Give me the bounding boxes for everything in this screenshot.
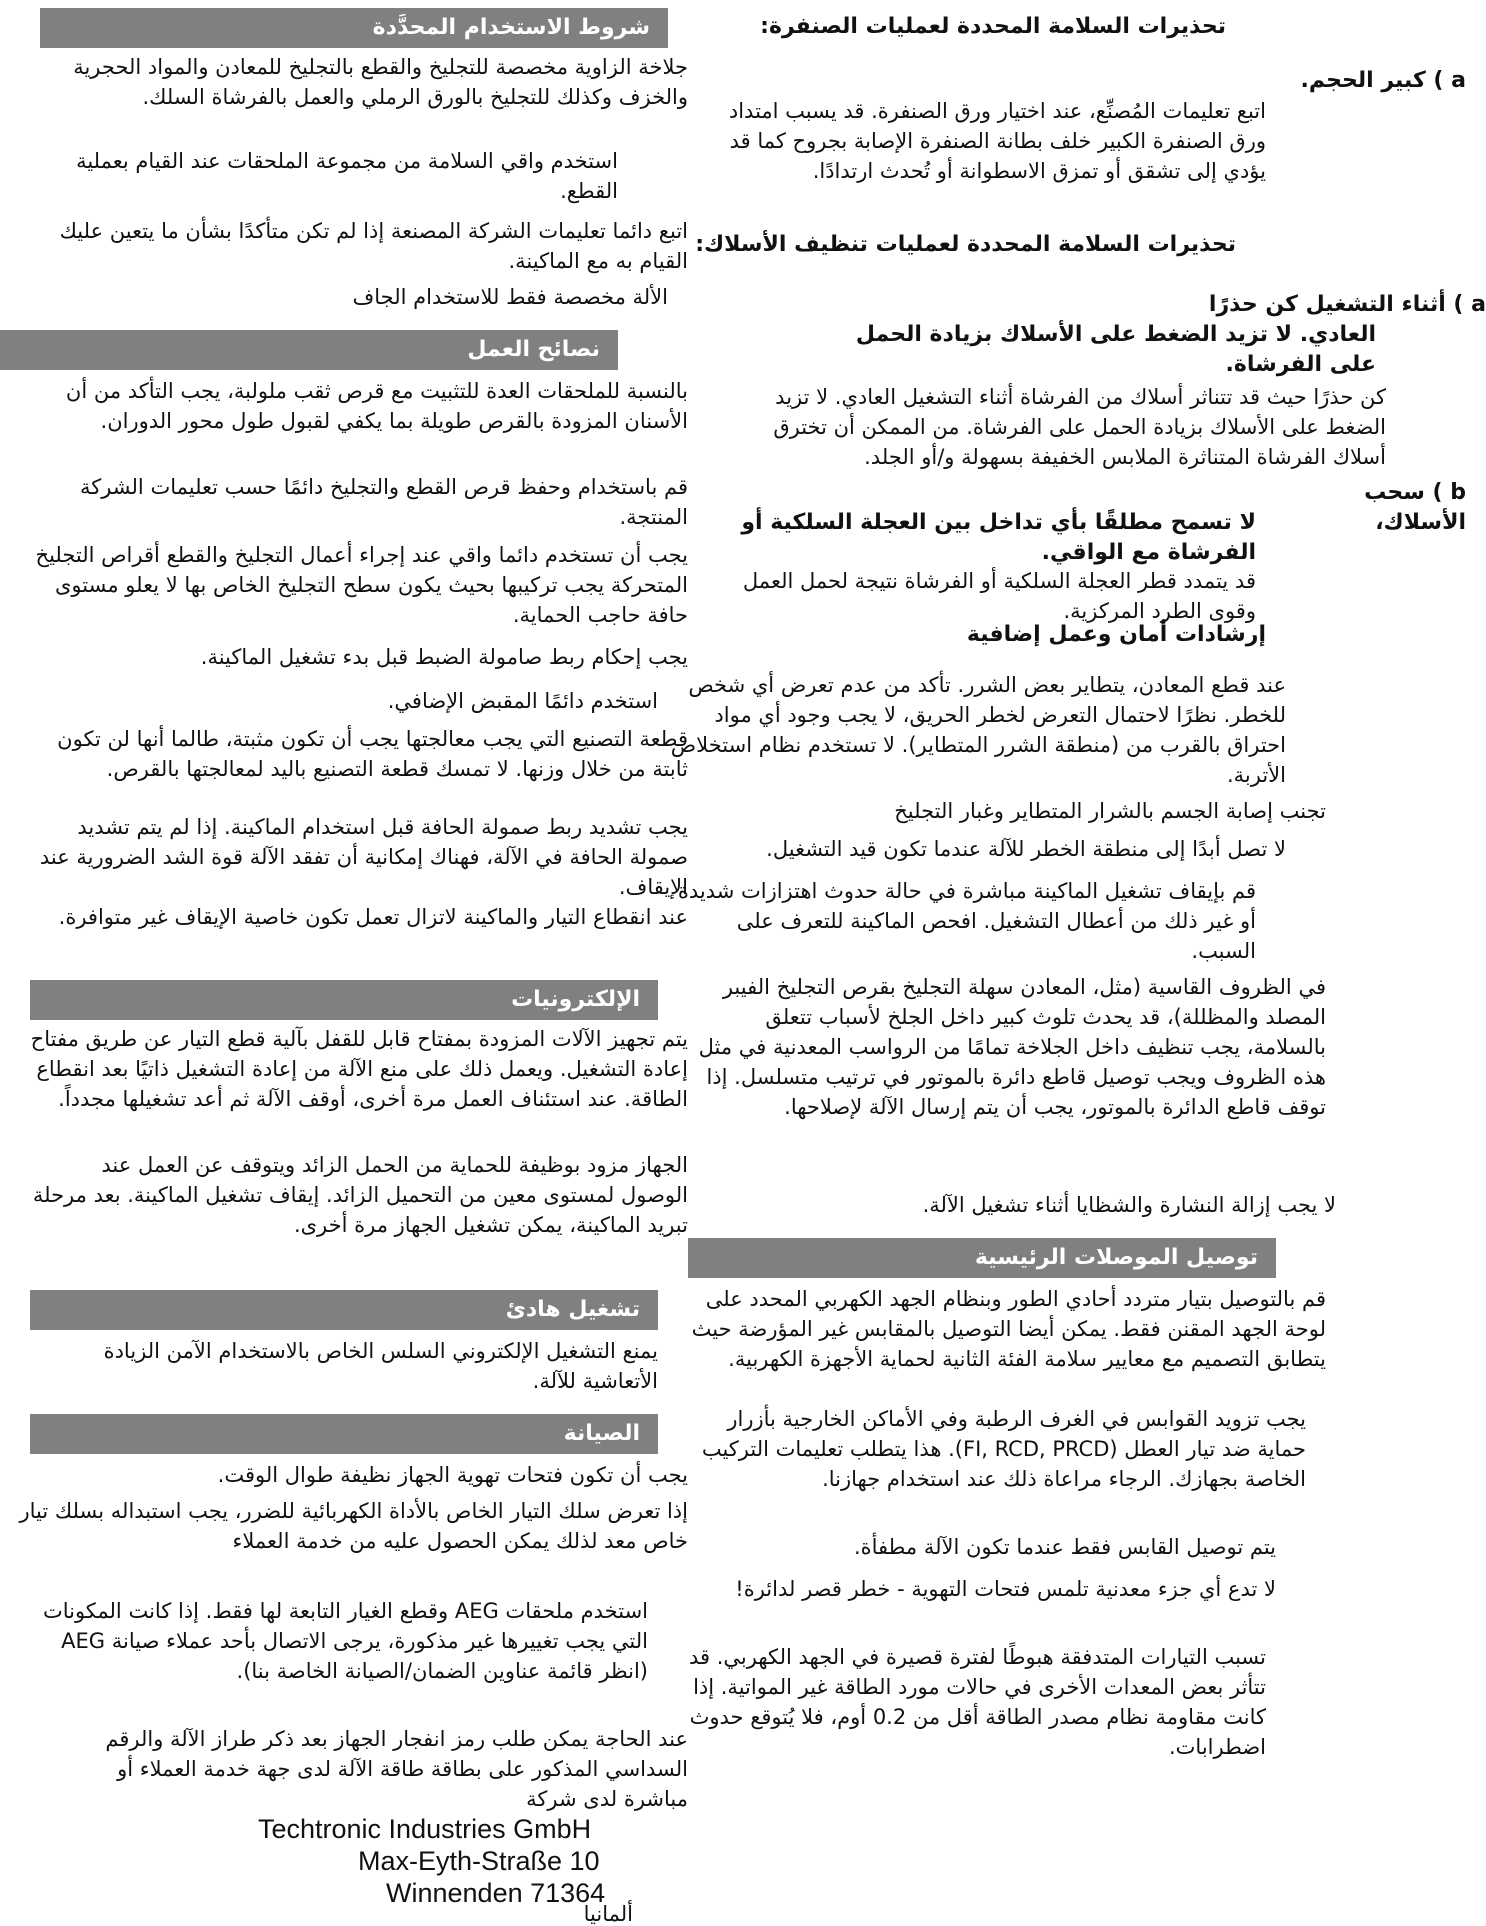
electronics-header: الإلكترونيات [30, 980, 658, 1020]
tips-para-3: يجب أن تستخدم دائما واقي عند إجراء أعمال التجليخ والقطع أقراص التجليخ المتحركة يجب تركيبها بحيث يكون سطح التجليخ الخاص بها لا يعلو مستوى حافة حاجب الحماية. [35, 543, 688, 627]
mains-para-4: لا تدع أي جزء معدنية تلمس فتحات التهوية - خطر قصر لدائرة! [735, 1577, 1276, 1601]
sanding-warnings-heading: تحذيرات السلامة المحددة لعمليات الصنفرة: [760, 14, 1226, 39]
maintenance-para-2: إذا تعرض سلك التيار الخاص بالأداة الكهربائية للضرر، يجب استبداله بسلك تيار خاص معد لذلك يمكن الحصول عليه من خدمة العملاء [19, 1499, 688, 1553]
mains-para-1: قم بالتوصيل بتيار متردد أحادي الطور وبنظام الجهد الكهربي المحدد على لوحة الجهد المقنن فقط. يمكن أيضا التوصيل بالمقابس غير المؤرضة حيث يتطابق التصميم مع معايير سلامة الفئة الثانية لحماية الأجهزة الكهربية. [691, 1287, 1326, 1371]
quiet-run-para: يمنع التشغيل الإلكتروني السلس الخاص بالاستخدام الآمن الزيادة الأتعاشية للآلة. [103, 1339, 658, 1393]
electronics-para-1: يتم تجهيز الآلات المزودة بمفتاح قابل للقفل بآلية قطع التيار عن طريق مفتاح إعادة التشغيل. ويعمل ذلك على منع الآلة من إعادة التشغيل ذاتيًا بعد انقطاع الطاقة. عند استئناف العمل مرة أخرى، أوقف الآلة ثم أعد تشغيلها مجدداً. [30, 1027, 688, 1111]
maintenance-para-1: يجب أن تكون فتحات تهوية الجهاز نظيفة طوال الوقت. [217, 1463, 688, 1487]
conditions-header: شروط الاستخدام المحدَّدة [40, 8, 668, 48]
mains-para-3: يتم توصيل القابس فقط عندما تكون الآلة مطفأة. [853, 1535, 1276, 1559]
company-name: Techtronic Industries GmbH [258, 1814, 592, 1844]
conditions-para-3: اتبع دائما تعليمات الشركة المصنعة إذا لم تكن متأكدًا بشأن ما يتعين عليك القيام به مع الماكينة. [59, 219, 688, 273]
wire-item-a-bold: العادي. لا تزيد الضغط على الأسلاك بزيادة الحمل على الفرشاة. [855, 322, 1376, 377]
mains-connection-header: توصيل الموصلات الرئيسية [688, 1238, 1276, 1278]
company-city: Winnenden 71364 [386, 1878, 606, 1908]
quiet-run-header: تشغيل هادئ [30, 1290, 658, 1330]
extra-para-6: لا يجب إزالة النشارة والشظايا أثناء تشغيل الآلة. [922, 1193, 1336, 1217]
extra-para-1: عند قطع المعادن، يتطاير بعض الشرر. تأكد من عدم تعرض أي شخص للخطر. نظرًا لاحتمال التعرض لخطر الحريق، لا يجب وجود أي مواد احتراق بالقرب من (منطقة الشرر المتطاير). لا تستخدم نظام استخلاص الأتربة. [670, 673, 1286, 787]
wire-item-b-label: b ) سحب الأسلاك، [1364, 480, 1466, 535]
wire-item-a-label: a ) أثناء التشغيل كن حذرًا [1208, 292, 1486, 317]
tips-header: نصائح العمل [0, 330, 618, 370]
maintenance-header: الصيانة [30, 1414, 658, 1454]
tips-para-1: بالنسبة للملحقات العدة للتثبيت مع قرص ثقب ملولبة، يجب التأكد من أن الأسنان المزودة بالقرص طويلة بما يكفي لقبول طول محور الدوران. [65, 379, 688, 433]
extra-para-4: قم بإيقاف تشغيل الماكينة مباشرة في حالة حدوث اهتزازات شديدة أو غير ذلك من أعطال التشغيل. افحص الماكينة للتعرف على السبب. [677, 879, 1256, 963]
maintenance-para-3: استخدم ملحقات AEG وقطع الغيار التابعة لها فقط. إذا كانت المكونات التي يجب تغييرها غير مذكورة، يرجى الاتصال بأحد عملاء صيانة AEG (انظر قائمة عناوين الضمان/الصيانة الخاصة بنا). [42, 1599, 648, 1683]
left-column [8, 0, 688, 1926]
mains-para-5: تسبب التيارات المتدفقة هبوطًا لفترة قصيرة في الجهد الكهربي. قد تتأثر بعض المعدات الأخرى في حالات مورد الطاقة غير المواتية. إذا كانت مقاومة نظام مصدر الطاقة أقل من 0.2 أوم، فلا يُتوقع حدوث اضطرابات. [688, 1645, 1266, 1759]
company-street: Max-Eyth-Straße 10 [358, 1846, 600, 1876]
tips-para-7: يجب تشديد ربط صمولة الحافة قبل استخدام الماكينة. إذا لم يتم تشديد صمولة الحافة في الآلة، فهناك إمكانية أن تفقد الآلة قوة الشد الضرورية عند الإيقاف. [39, 815, 688, 899]
wire-item-b-bold: لا تسمح مطلقًا بأي تداخل بين العجلة السلكية أو الفرشاة مع الواقي. [741, 510, 1256, 565]
tips-para-4: يجب إحكام ربط صامولة الضبط قبل بدء تشغيل الماكينة. [200, 645, 688, 669]
tips-para-5: استخدم دائمًا المقبض الإضافي. [387, 689, 658, 713]
wire-brush-warnings-heading: تحذيرات السلامة المحددة لعمليات تنظيف الأسلاك: [695, 232, 1236, 257]
extra-para-2: تجنب إصابة الجسم بالشرار المتطاير وغبار التجليخ [894, 799, 1326, 823]
sanding-item-a-text: اتبع تعليمات المُصنِّع، عند اختيار ورق الصنفرة. قد يسبب امتداد ورق الصنفرة الكبير خلف بطانة الصنفرة الإصابة بجروح كما قد يؤدي إلى تشقق أو تمزق الاسطوانة أو تُحدث ارتدادًا. [728, 99, 1266, 183]
electronics-para-2: الجهاز مزود بوظيفة للحماية من الحمل الزائد ويتوقف عن العمل عند الوصول لمستوى معين من التحميل الزائد. إيقاف تشغيل الماكينة. بعد مرحلة تبريد الماكينة، يمكن تشغيل الجهاز مرة أخرى. [32, 1153, 688, 1237]
extra-para-5: في الظروف القاسية (مثل، المعادن سهلة التجليخ بقرص التجليخ الفيبر المصلد والمظللة)، قد يحدث تلوث كبير داخل الجلخ لأسباب تتعلق بالسلامة، يجب تنظيف داخل الجلاخة تمامًا من الرواسب المعدنية في مثل هذه الظروف ويجب توصيل قاطع دائرة بالموتور في ترتيب متسلسل. إذا توقف قاطع الدائرة بالموتور، يجب أن يتم إرسال الآلة لإصلاحها. [698, 975, 1326, 1119]
maintenance-para-4: عند الحاجة يمكن طلب رمز انفجار الجهاز بعد ذكر طراز الآلة والرقم السداسي المذكور على بطاقة طاقة الآلة لدى جهة خدمة العملاء أو مباشرة لدى شركة [105, 1727, 688, 1811]
conditions-para-4: الألة مخصصة فقط للاستخدام الجاف [352, 285, 668, 309]
tips-para-2: قم باستخدام وحفظ قرص القطع والتجليخ دائمًا حسب تعليمات الشركة المنتجة. [79, 475, 688, 529]
conditions-para-1: جلاخة الزاوية مخصصة للتجليخ والقطع بالتجليخ للمعادن والمواد الحجرية والخزف وكذلك للتجليخ بالورق الرملي والعمل بالفرشاة السلك. [73, 55, 688, 109]
extra-guidance-heading: إرشادات أمان وعمل إضافية [966, 622, 1266, 647]
right-column [660, 0, 1486, 1926]
tips-para-8: عند انقطاع التيار والماكينة لاتزال تعمل تكون خاصية الإيقاف غير متوافرة. [58, 905, 688, 929]
extra-para-3: لا تصل أبدًا إلى منطقة الخطر للآلة عندما تكون قيد التشغيل. [766, 837, 1286, 861]
sanding-item-a-label: a ) كبير الحجم. [1300, 68, 1466, 93]
mains-para-2: يجب تزويد القوابس في الغرف الرطبة وفي الأماكن الخارجية بأزرار حماية ضد تيار العطل (FI, RCD, PRCD). هذا يتطلب تعليمات التركيب الخاصة بجهازك. الرجاء مراعاة ذلك عند استخدام جهازنا. [701, 1407, 1306, 1491]
conditions-para-2: استخدم واقي السلامة من مجموعة الملحقات عند القيام بعملية القطع. [76, 149, 618, 203]
tips-para-6: قطعة التصنيع التي يجب معالجتها يجب أن تكون مثبتة، طالما أنها لن تكون ثابتة من خلال وزنها. لا تمسك قطعة التصنيع باليد لمعالجتها بالقرص. [57, 727, 688, 781]
wire-item-a-text: كن حذرًا حيث قد تتناثر أسلاك من الفرشاة أثناء التشغيل العادي. لا تزيد الضغط على الأسلاك بزيادة الحمل على الفرشاة. من الممكن أن تخترق أسلاك الفرشاة المتناثرة الملابس الخفيفة بسهولة و/أو الجلد. [773, 385, 1386, 469]
wire-item-b-text: قد يتمدد قطر العجلة السلكية أو الفرشاة نتيجة لحمل العمل وقوى الطرد المركزية. [742, 569, 1256, 623]
company-country: ألمانيا [583, 1902, 633, 1926]
